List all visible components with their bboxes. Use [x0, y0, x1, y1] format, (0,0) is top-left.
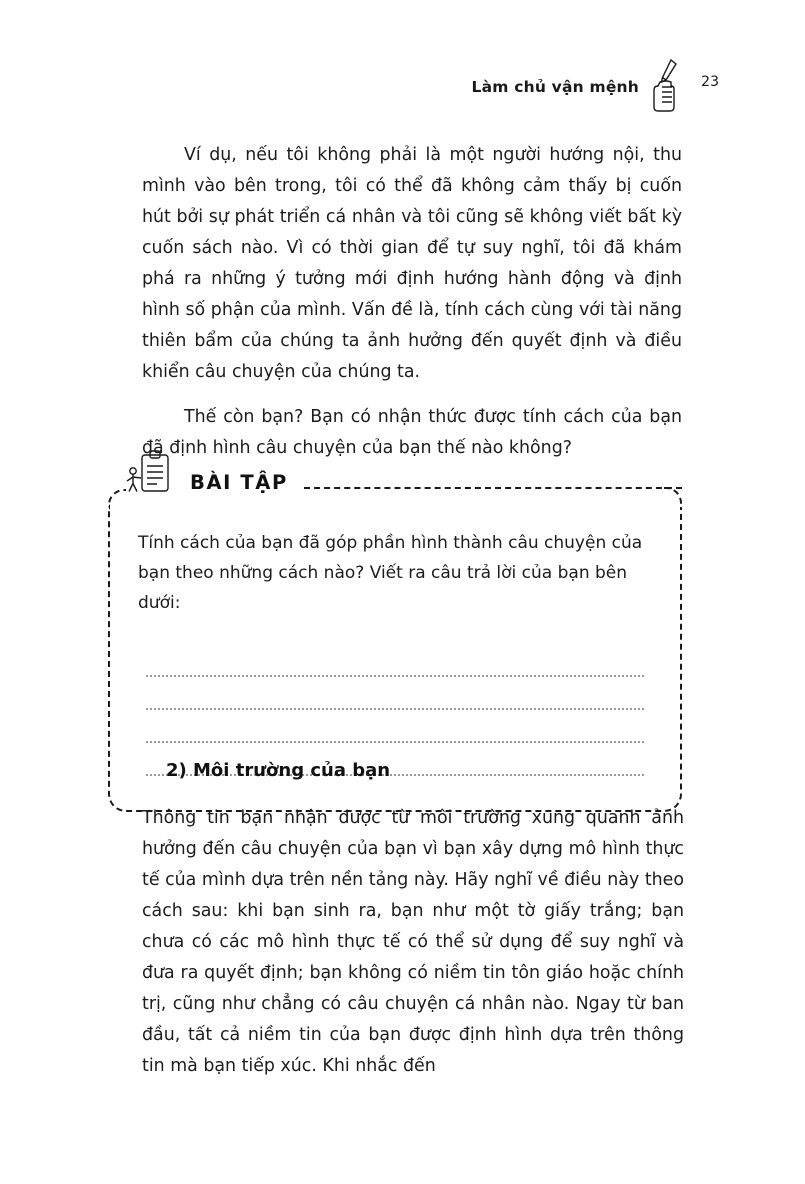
hand-pointing-pencil-icon [649, 58, 689, 116]
exercise-header [108, 455, 682, 507]
header-title: Làm chủ vận mệnh [471, 78, 639, 96]
exercise-prompt: Tính cách của bạn đã góp phần hình thành câu chuyện của bạn theo những cách nào? Viết ra câu trả lời của bạn bên dưới: [138, 533, 643, 613]
exercise-corner [664, 487, 682, 505]
clipboard-icon [122, 449, 182, 505]
section-environment [142, 760, 684, 1082]
paragraph: Ví dụ, nếu tôi không phải là một người hướng nội, thu mình vào bên trong, tôi có thể đã không cảm thấy bị cuốn hút bởi sự phát triển cá nhân và tôi cũng sẽ không viết bất kỳ cuốn sách nào. Vì có thời gian để tự suy nghĩ, tôi đã khám phá ra những ý tưởng mới định hướng hành động và định hình số phận của mình. Vấn đề là, tính cách cùng với tài năng thiên bẩm của chúng ta ảnh hưởng đến quyết định và điều khiển câu chuyện của chúng ta. [142, 145, 682, 382]
body-content [142, 140, 682, 464]
paragraph: Thế còn bạn? Bạn có nhận thức được tính cách của bạn đã định hình câu chuyện của bạn thế nào không? [142, 406, 682, 458]
exercise-header-rule [304, 487, 682, 489]
page-header [472, 58, 689, 116]
answer-line[interactable] [146, 644, 644, 677]
answer-line[interactable] [146, 710, 644, 743]
exercise-title: BÀI TẬP [190, 471, 288, 494]
answer-line[interactable] [146, 677, 644, 710]
page-number: 23 [701, 74, 719, 90]
exercise-answer-area[interactable] [138, 644, 652, 776]
paragraph: Thông tin bạn nhận được từ môi trường xung quanh ảnh hưởng đến câu chuyện của bạn vì bạn xây dựng mô hình thực tế của mình dựa trên nền tảng này. Hãy nghĩ về điều này theo cách sau: khi bạn sinh ra, bạn như một tờ giấy trắng; bạn chưa có các mô hình thực tế có thể sử dụng để suy nghĩ và đưa ra quyết định; bạn không có niềm tin tôn giáo hoặc chính trị, cũng như chẳng có câu chuyện cá nhân nào. Ngay từ ban đầu, tất cả niềm tin của bạn được định hình dựa trên thông tin mà bạn tiếp xúc. Khi nhắc đến [142, 808, 684, 1076]
section-title: 2) Môi trường của bạn [166, 760, 391, 781]
exercise-box [108, 455, 682, 812]
